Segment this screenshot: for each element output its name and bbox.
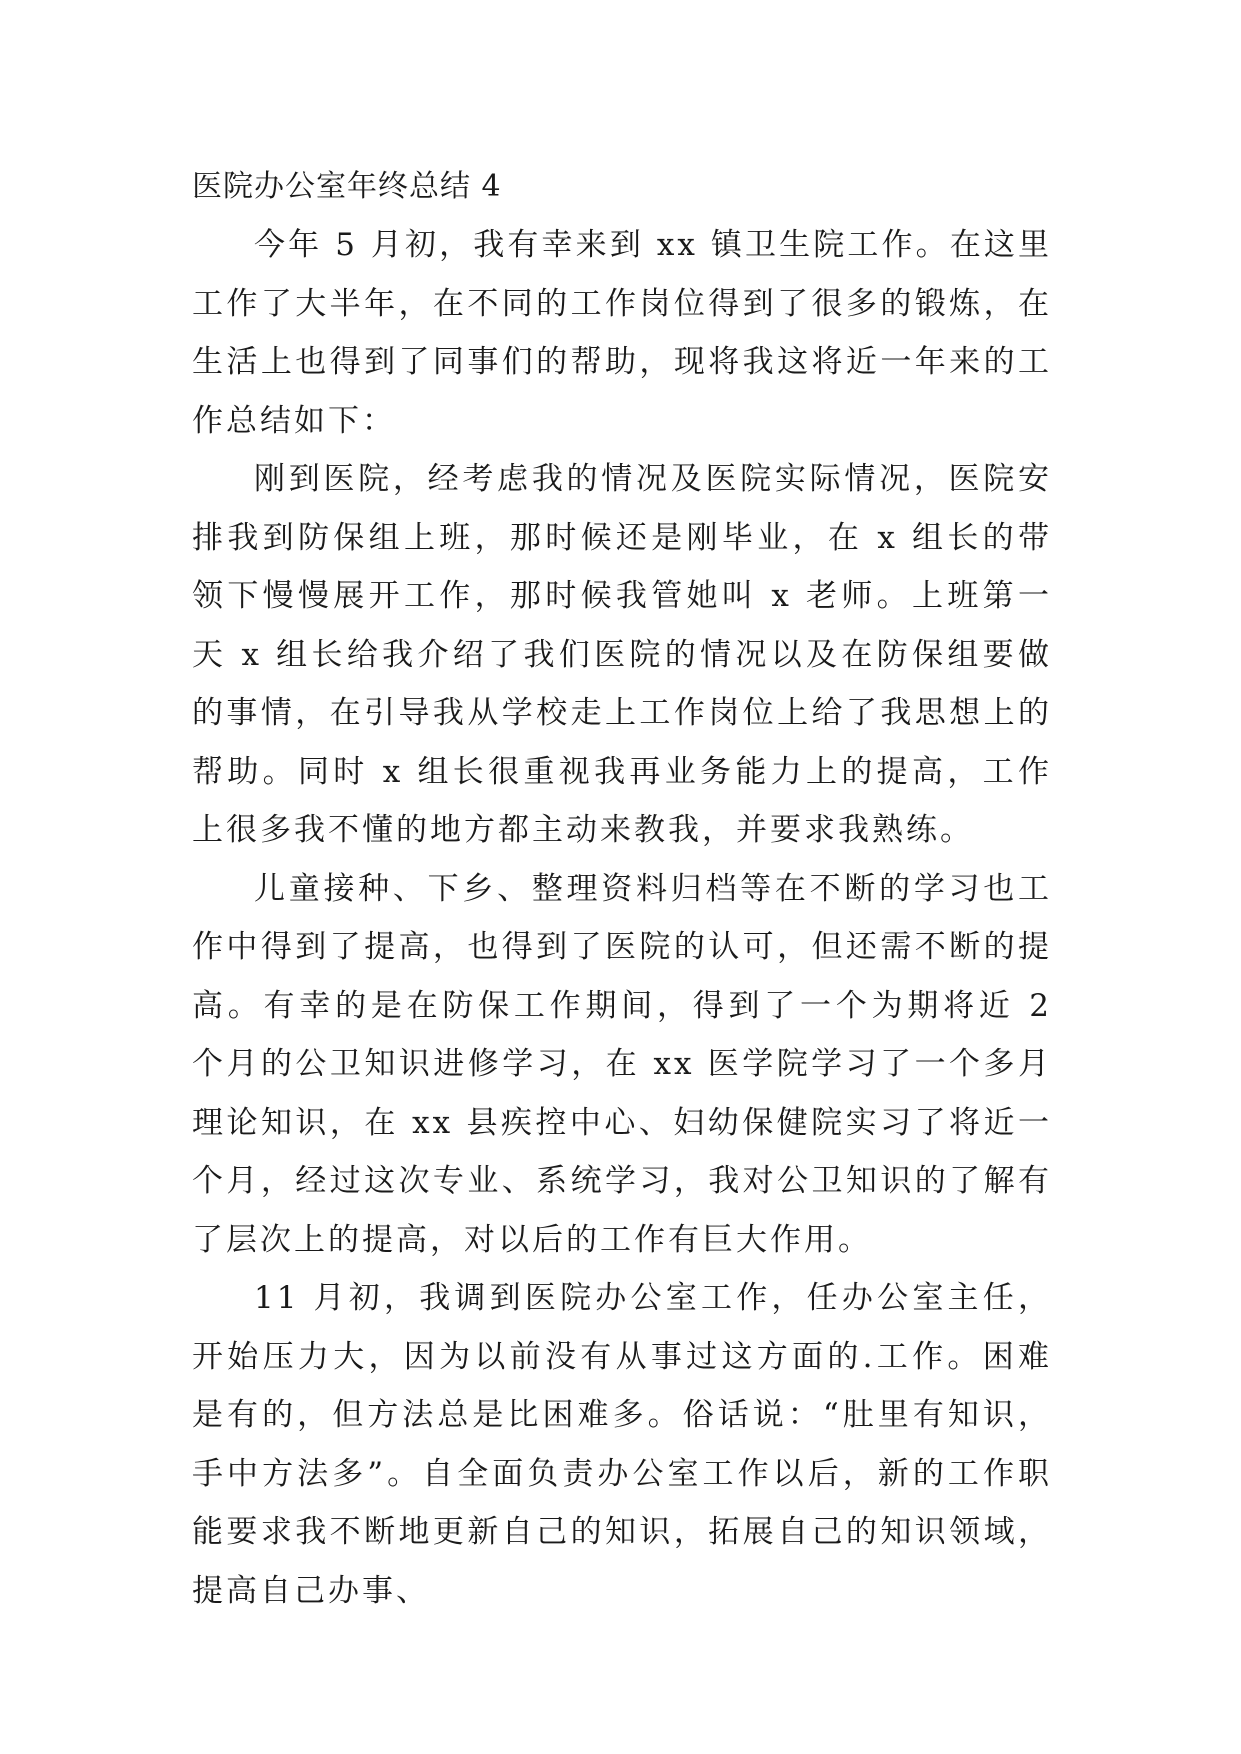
- paragraph-1: 今年 5 月初，我有幸来到 xx 镇卫生院工作。在这里工作了大半年，在不同的工作岗位得到了很多的锻炼，在生活上也得到了同事们的帮助，现将我这将近一年来的工作总结如下：: [192, 227, 1052, 439]
- paragraph-2: 刚到医院，经考虑我的情况及医院实际情况，医院安排我到防保组上班，那时候还是刚毕业，在 x 组长的带领下慢慢展开工作，那时候我管她叫 x 老师。上班第一天 x 组长给我介绍了我们医院的情况以及在防保组要做的事情，在引导我从学校走上工作岗位上给了我思想上的帮助。同时 x 组长很重视我再业务能力上的提高，工作上很多我不懂的地方都主动来教我，并要求我熟练。: [192, 461, 1052, 848]
- paragraph-3: 儿童接种、下乡、整理资料归档等在不断的学习也工作中得到了提高，也得到了医院的认可，但还需不断的提高。有幸的是在防保工作期间，得到了一个为期将近 2 个月的公卫知识进修学习，在 xx 医学院学习了一个多月理论知识，在 xx 县疾控中心、妇幼保健院实习了将近一个月，经过这次专业、系统学习，我对公卫知识的了解有了层次上的提高，对以后的工作有巨大作用。: [192, 870, 1052, 1258]
- document-title: 医院办公室年终总结 4: [192, 169, 502, 204]
- paragraph-4: 11 月初，我调到医院办公室工作，任办公室主任，开始压力大，因为以前没有从事过这方面的.工作。困难是有的，但方法总是比困难多。俗话说：“肚里有知识，手中方法多”。自全面负责办公室工作以后，新的工作职能要求我不断地更新自己的知识，拓展自己的知识领域，提高自己办事、: [192, 1280, 1052, 1609]
- document-body: [192, 158, 1052, 1620]
